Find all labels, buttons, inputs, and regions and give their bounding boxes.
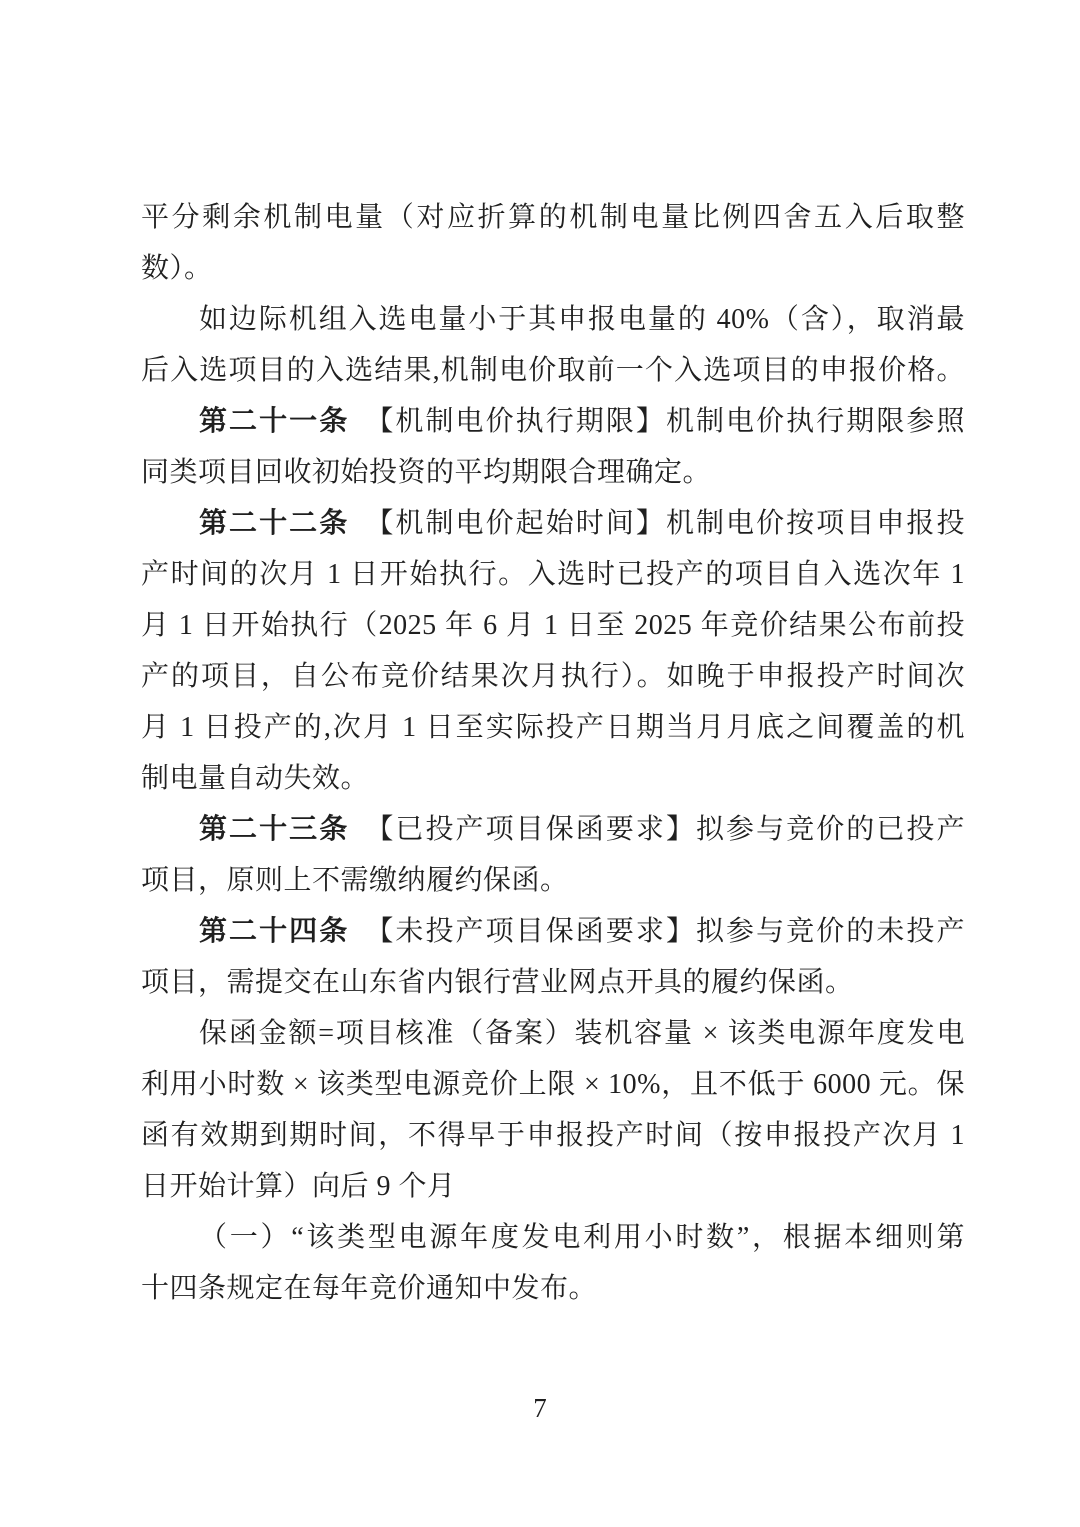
page-number: 7: [533, 1393, 547, 1423]
text-line: [141, 549, 965, 600]
article-number-heading: 第二十四条: [199, 916, 350, 947]
text-line: [141, 1263, 965, 1314]
text-line: [141, 1110, 965, 1161]
line-text: 产时间的次月 1 日开始执行。入选时已投产的项目自入选次年 1: [141, 559, 965, 590]
line-text: 项目，需提交在山东省内银行营业网点开具的履约保函。: [141, 967, 854, 998]
line-text: 【机制电价执行期限】机制电价执行期限参照: [349, 406, 965, 437]
text-line: [141, 753, 965, 804]
article-number-heading: 第二十一条: [199, 406, 350, 437]
text-line: [141, 1161, 965, 1212]
line-text: 同类项目回收初始投资的平均期限合理确定。: [141, 457, 712, 488]
line-text: 【机制电价起始时间】机制电价按项目申报投: [349, 508, 965, 539]
line-text: 月 1 日开始执行（2025 年 6 月 1 日至 2025 年竞价结果公布前投: [141, 610, 965, 641]
line-text: （一）“该类型电源年度发电利用小时数”，根据本细则第: [199, 1222, 965, 1253]
text-line: [141, 396, 965, 447]
line-text: 数）。: [141, 253, 213, 284]
text-line: [141, 294, 965, 345]
text-block: [141, 192, 965, 1314]
text-line: [141, 855, 965, 906]
text-line: [141, 345, 965, 396]
text-line: [141, 651, 965, 702]
line-text: 产的项目，自公布竞价结果次月执行）。如晚于申报投产时间次: [141, 661, 965, 692]
text-line: [141, 1059, 965, 1110]
text-line: [141, 498, 965, 549]
line-text: 函有效期到期时间，不得早于申报投产时间（按申报投产次月 1: [141, 1120, 965, 1151]
text-line: [141, 192, 965, 243]
line-text: 日开始计算）向后 9 个月: [141, 1171, 456, 1202]
line-text: 利用小时数 × 该类型电源竞价上限 × 10%，且不低于 6000 元。保: [141, 1069, 965, 1100]
text-line: [141, 1212, 965, 1263]
line-text: 月 1 日投产的,次月 1 日至实际投产日期当月月底之间覆盖的机: [141, 712, 965, 743]
line-text: 【未投产项目保函要求】拟参与竞价的未投产: [349, 916, 965, 947]
text-line: [141, 447, 965, 498]
line-text: 保函金额=项目核准（备案）装机容量 × 该类电源年度发电: [199, 1018, 965, 1049]
text-line: [141, 1008, 965, 1059]
line-text: 项目，原则上不需缴纳履约保函。: [141, 865, 569, 896]
text-line: [141, 906, 965, 957]
article-number-heading: 第二十二条: [199, 508, 350, 539]
text-line: [141, 957, 965, 1008]
text-line: [141, 243, 965, 294]
text-line: [141, 702, 965, 753]
article-number-heading: 第二十三条: [199, 814, 350, 845]
line-text: 【已投产项目保函要求】拟参与竞价的已投产: [349, 814, 965, 845]
line-text: 如边际机组入选电量小于其申报电量的 40%（含），取消最: [199, 304, 965, 335]
line-text: 平分剩余机制电量（对应折算的机制电量比例四舍五入后取整: [141, 202, 965, 233]
line-text: 制电量自动失效。: [141, 763, 370, 794]
text-line: [141, 600, 965, 651]
line-text: 十四条规定在每年竞价通知中发布。: [141, 1273, 598, 1304]
line-text: 后入选项目的入选结果,机制电价取前一个入选项目的申报价格。: [141, 355, 965, 386]
text-line: [141, 804, 965, 855]
